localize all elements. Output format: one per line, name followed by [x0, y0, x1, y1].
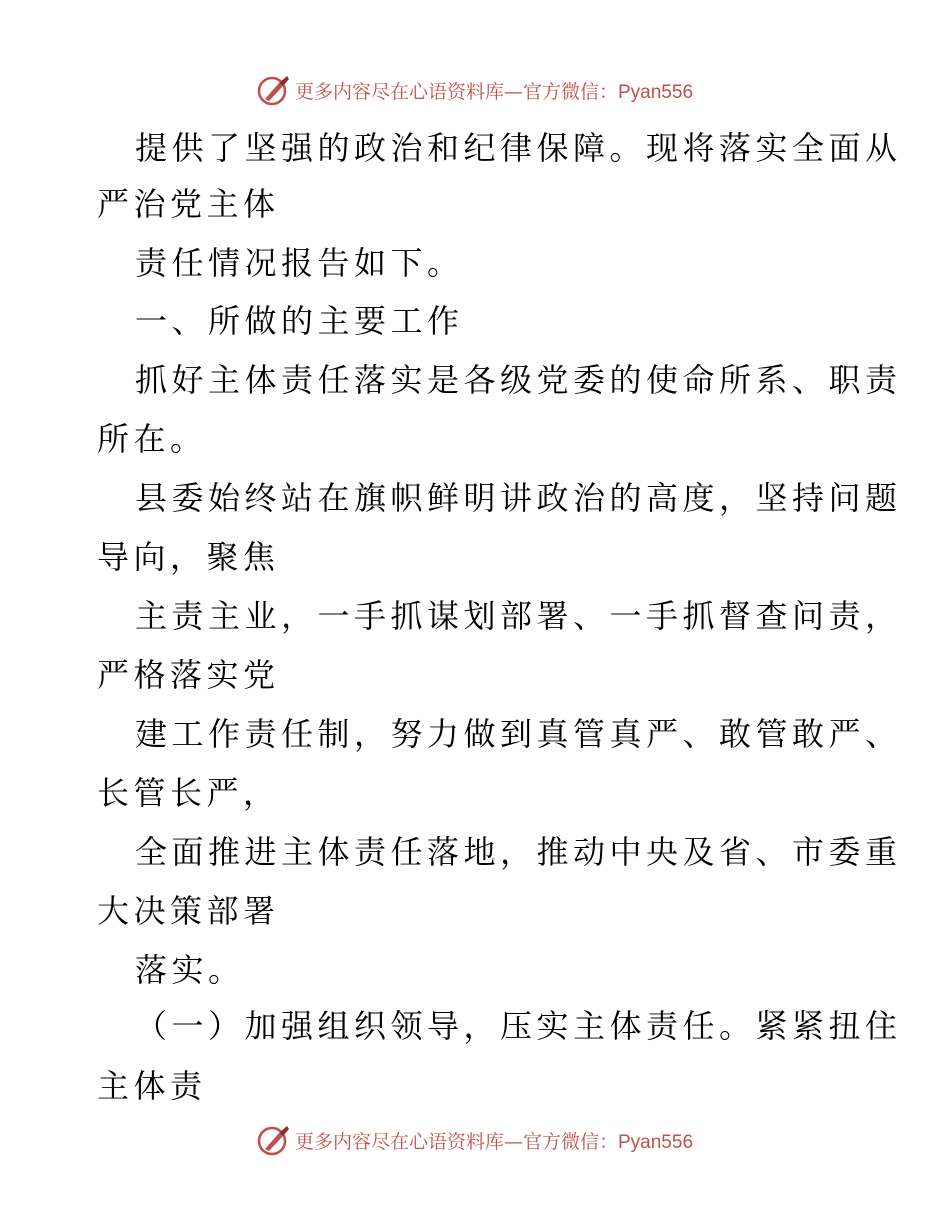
body-line: 大决策部署	[97, 892, 280, 930]
header-watermark	[0, 70, 950, 110]
body-line: 县委始终站在旗帜鲜明讲政治的高度，坚持问题	[135, 479, 902, 517]
body-line: 落实。	[135, 951, 245, 989]
body-line: 严治党主体	[97, 185, 280, 223]
body-line: 导向，聚焦	[97, 538, 280, 576]
watermark-official: 官方微信：	[522, 80, 618, 103]
body-line: 主责主业，一手抓谋划部署、一手抓督查问责，	[135, 597, 902, 635]
body-line: 提供了坚强的政治和纪律保障。现将落实全面从	[135, 129, 902, 167]
body-line: 建工作责任制，努力做到真管真严、敢管敢严、	[135, 715, 902, 753]
pen-logo-icon	[257, 73, 291, 107]
body-line: 主体责	[97, 1067, 207, 1105]
footer-watermark	[0, 1120, 950, 1160]
pen-logo-icon	[257, 1123, 291, 1157]
watermark-text	[295, 77, 693, 104]
section-heading: 一、所做的主要工作	[135, 302, 464, 340]
body-line: 所在。	[97, 420, 207, 458]
watermark-dash: —	[503, 1130, 523, 1153]
body-line: 严格落实党	[97, 656, 280, 694]
body-line: 全面推进主体责任落地，推动中央及省、市委重	[135, 833, 902, 871]
body-line: 抓好主体责任落实是各级党委的使命所系、职责	[135, 361, 902, 399]
body-line: 责任情况报告如下。	[135, 244, 464, 282]
watermark-account: Pyan556	[618, 1131, 694, 1153]
watermark-brand: 更多内容尽在心语资料库	[294, 1130, 504, 1153]
watermark-text	[295, 1127, 693, 1154]
watermark-brand: 更多内容尽在心语资料库	[294, 80, 504, 103]
watermark-official: 官方微信：	[522, 1130, 618, 1153]
body-line: 长管长严，	[97, 774, 280, 812]
watermark-account: Pyan556	[618, 81, 694, 103]
watermark-dash: —	[503, 80, 523, 103]
subsection-heading: （一）加强组织领导，压实主体责任。紧紧扭住	[135, 1007, 902, 1045]
